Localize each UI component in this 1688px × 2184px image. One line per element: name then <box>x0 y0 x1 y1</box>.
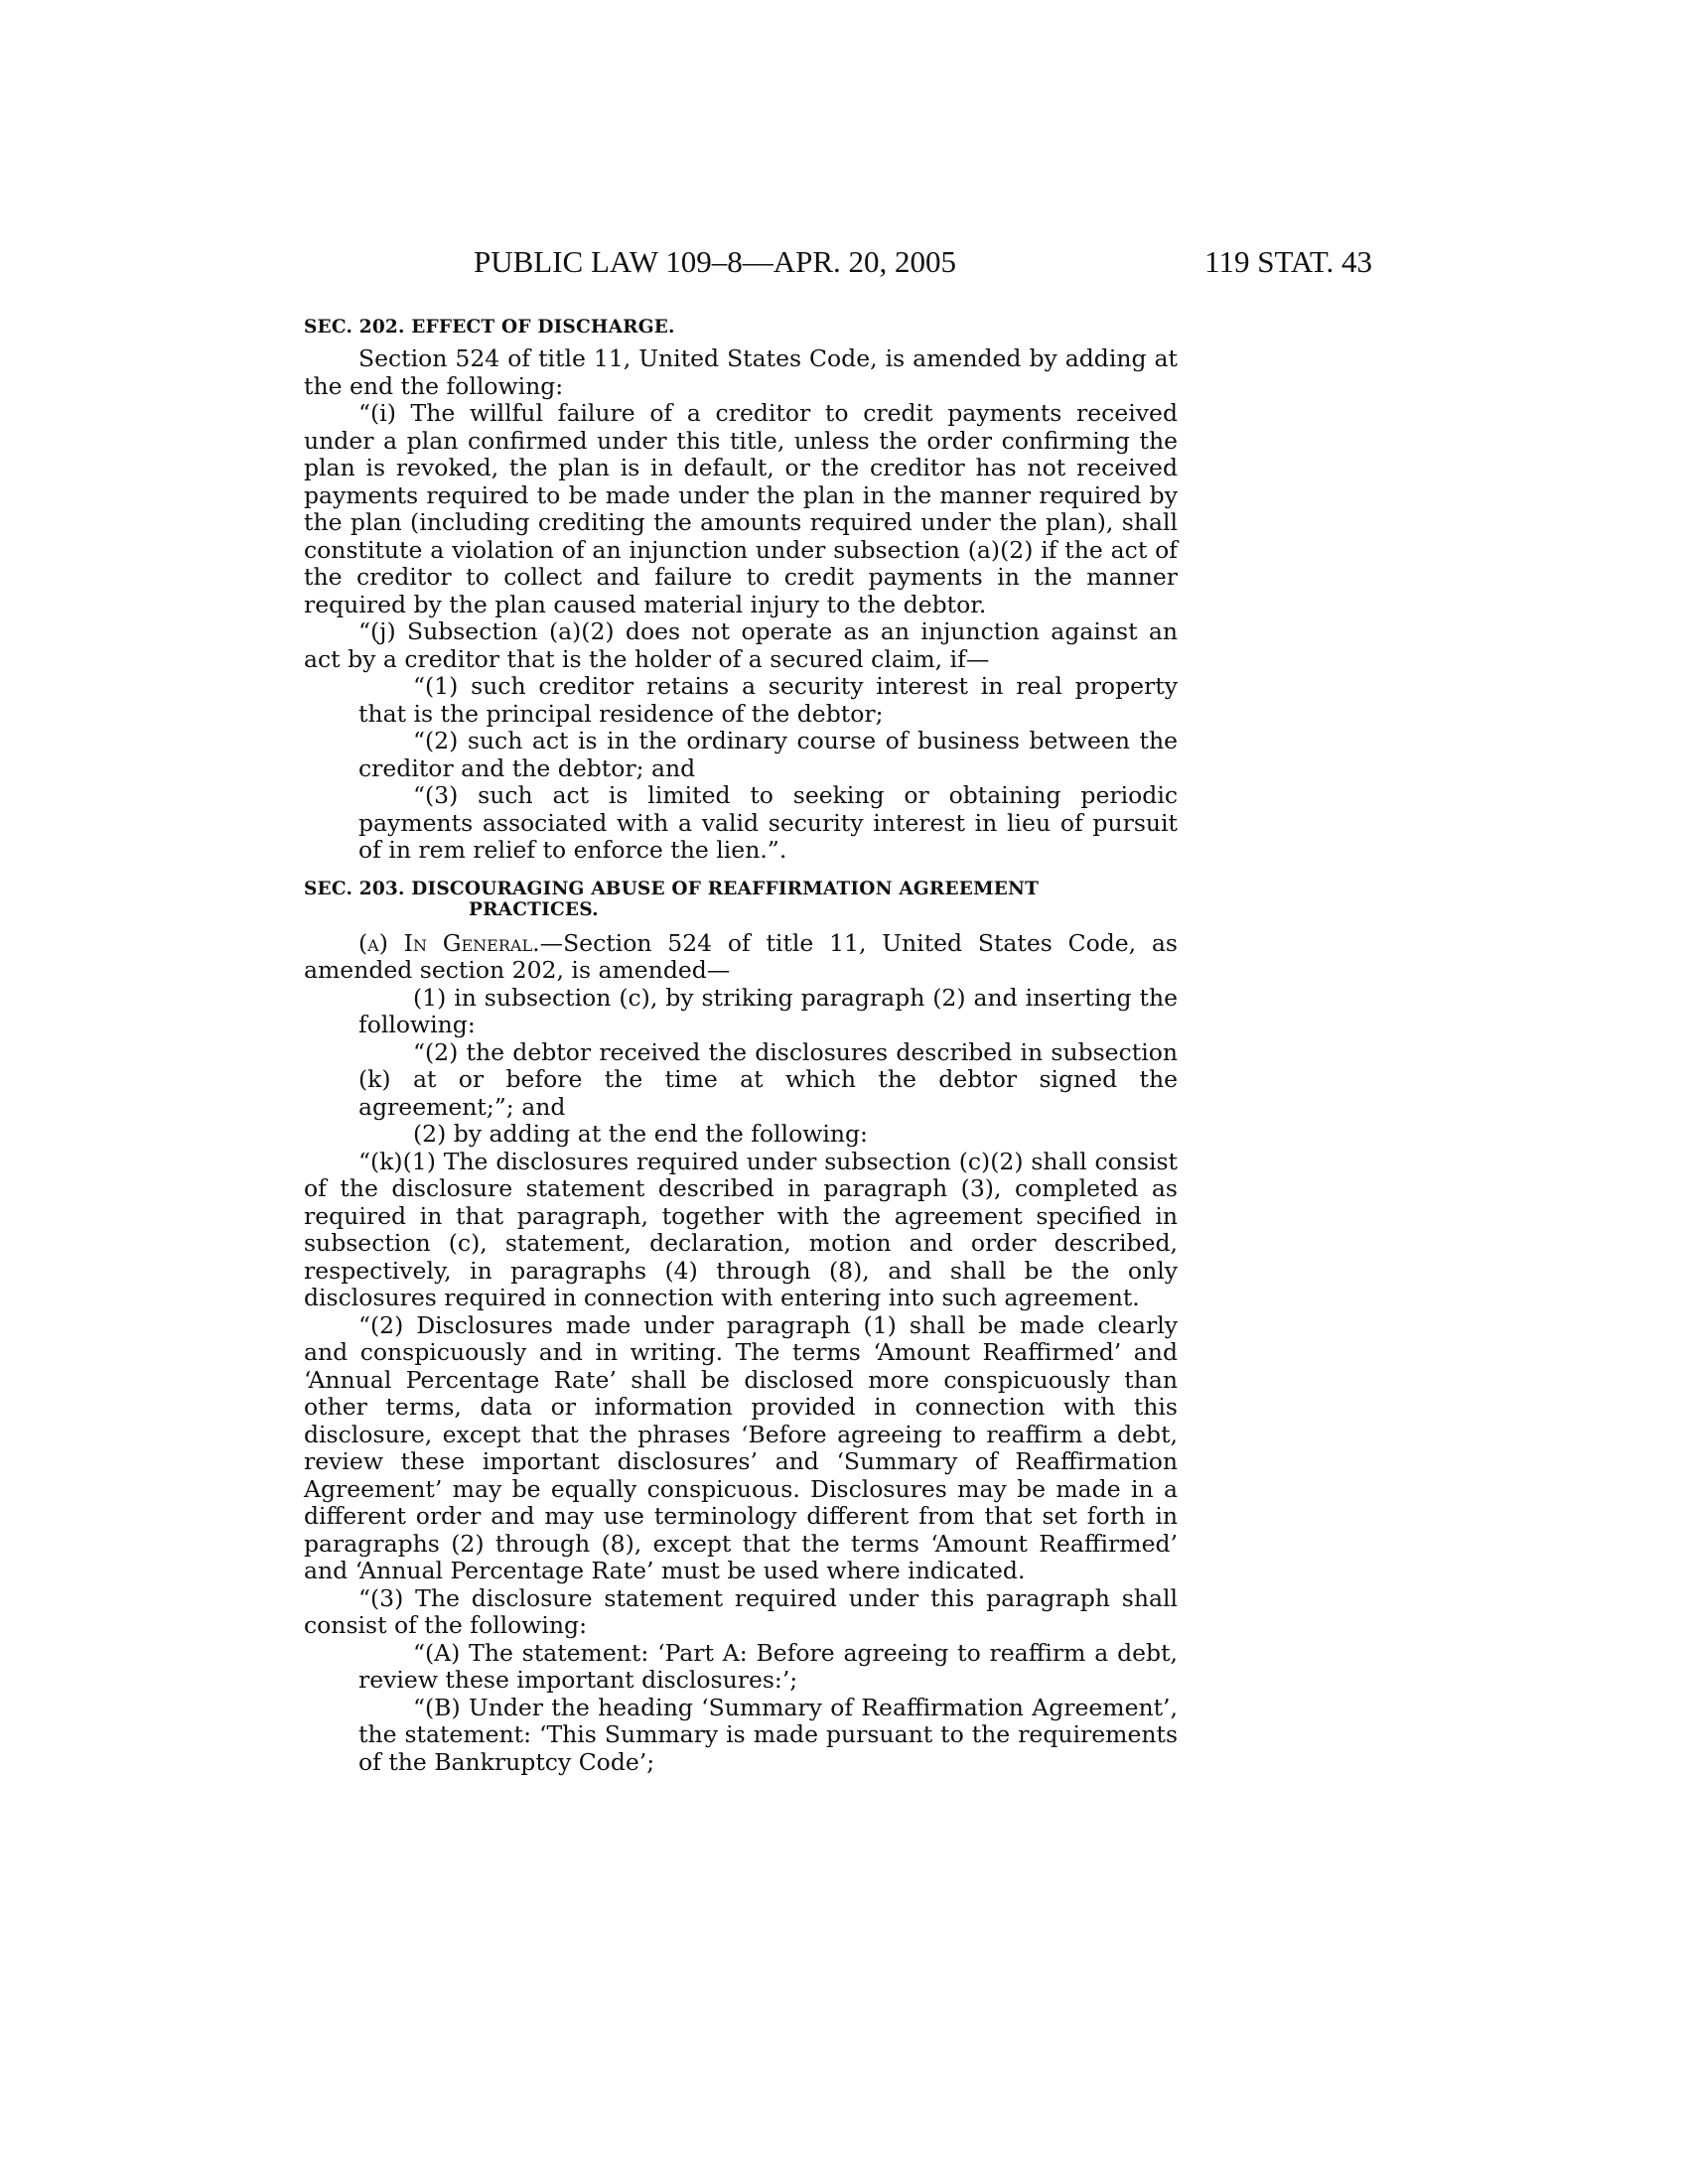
page-header-title: PUBLIC LAW 109–8—APR. 20, 2005 <box>473 244 957 279</box>
section-203-para-2: (1) in subsection (c), by striking paragraph (2) and inserting the following: <box>358 983 1178 1038</box>
section-203-para-8: “(A) The statement: ‘Part A: Before agreeing to reaffirm a debt, review these important disclosures:’; <box>358 1638 1178 1694</box>
section-202-para-5: “(2) such act is in the ordinary course of business between the creditor and the debtor; and <box>358 727 1178 782</box>
section-202-para-6: “(3) such act is limited to seeking or obtaining periodic payments associated with a valid security interest in lieu of pursuit of in rem relief to enforce the lien.”. <box>358 781 1178 864</box>
section-203-para-3: “(2) the debtor received the disclosures described in subsection (k) at or before the time at which the debtor signed the agreement;”; and <box>358 1037 1178 1121</box>
section-203-heading-line1: SEC. 203. DISCOURAGING ABUSE OF REAFFIRMATION AGREEMENT <box>304 878 1040 899</box>
subsection-label: (a) In General. <box>358 928 540 957</box>
section-203-para-1 <box>304 930 1178 985</box>
section-203-heading-line2: PRACTICES. <box>469 898 599 920</box>
section-203-heading <box>304 879 1178 920</box>
section-203-para-4: (2) by adding at the end the following: <box>413 1120 868 1148</box>
section-203-para-6: “(2) Disclosures made under paragraph (1) shall be made clearly and conspicuously and in writing. The terms ‘Amount Reaffirmed’ and ‘Annual Percentage Rate’ shall be disclosed more conspicuously than other terms, data or information provided in connection with this disclosure, except that the phrases ‘Before agreeing to reaffirm a debt, review these important disclosures’ and ‘Summary of Reaffirmation Agreement’ may be equally conspicuous. Disclosures may be made in a different order and may use terminology different from that set forth in paragraphs (2) through (8), except that the terms ‘Amount Reaffirmed’ and ‘Annual Percentage Rate’ must be used where indicated. <box>304 1310 1178 1584</box>
section-202-para-1: Section 524 of title 11, United States Code, is amended by adding at the end the following: <box>304 344 1178 400</box>
document-body <box>304 317 1178 1776</box>
section-202-para-4: “(1) such creditor retains a security interest in real property that is the principal residence of the debtor; <box>358 672 1178 728</box>
page-header-stat: 119 STAT. 43 <box>1204 244 1372 279</box>
section-203-para-9: “(B) Under the heading ‘Summary of Reaffirmation Agreement’, the statement: ‘This Summary is made pursuant to the requirements of the Bankruptcy Code’; <box>358 1693 1178 1776</box>
subsection-text: —Section 524 of title 11, United States Code, as amended section 202, is amended— <box>304 928 1178 984</box>
section-202-heading: SEC. 202. EFFECT OF DISCHARGE. <box>304 317 675 338</box>
section-203-para-5: “(k)(1) The disclosures required under subsection (c)(2) shall consist of the disclosure statement described in paragraph (3), completed as required in that paragraph, together with the agreement specified in subsection (c), statement, declaration, motion and order described, respectively, in paragraphs (4) through (8), and shall be the only disclosures required in connection with entering into such agreement. <box>304 1147 1178 1311</box>
section-202-para-3: “(j) Subsection (a)(2) does not operate as an injunction against an act by a creditor that is the holder of a secured claim, if— <box>304 617 1178 673</box>
section-203-para-7: “(3) The disclosure statement required under this paragraph shall consist of the following: <box>304 1583 1178 1639</box>
section-202-para-2: “(i) The willful failure of a creditor to credit payments received under a plan confirmed under this title, unless the order confirming the plan is revoked, the plan is in default, or the creditor has not received payments required to be made under the plan in the manner required by the plan (including crediting the amounts required under the plan), shall constitute a violation of an injunction under subsection (a)(2) if the act of the creditor to collect and failure to credit payments in the manner required by the plan caused material injury to the debtor. <box>304 399 1178 618</box>
